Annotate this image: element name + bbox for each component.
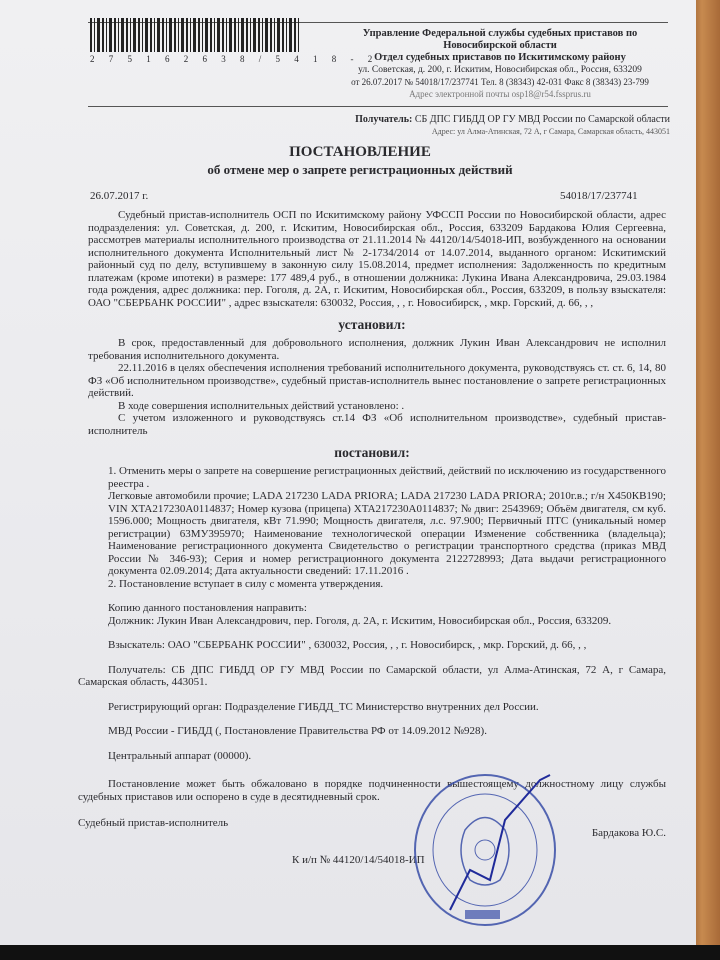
intro-paragraph [78,209,666,309]
established-section [78,337,666,437]
barcode [90,18,300,52]
official-stamp-icon [410,770,560,930]
established-paragraph: 22.11.2016 в целях обеспечения исполнения требований исполнительного документа, руководствуясь ст. ст. 6, 14, 80 ФЗ «Об исполнительном производстве», судебный пристав-исполнитель вынес постановление о запрете регистрационных действий. [88,362,666,399]
document-number: 54018/17/237741 [560,190,638,202]
vehicle-details: Легковые автомобили прочие; LADA 217230 LADA PRIORA; LADA 217230 LADA PRIORA; 2010г.в.; г/н Х450КВ190; VIN XTA217230A0114837; Номер кузова (прицепа) XTA217230A0114837; № двиг: 2543969; Объём двигателя, см куб. 1596.000; Мощность двигателя, кВт 71.990; Мощность двигателя, л.с. 97.900; Первичный ПТС (уникальный номер регистрации) 63МУ395970; Наименование технологической операции Изменение собственника (владельца); Наименование регистрационного документа Свидетельство о регистрации транспортного средства (приказ МВД России № 346-93); Серия и номер регистрационного документа 2122728993; Дата выдачи регистрационного документа 02.09.2014; Дата актуальности сведений: 17.11.2016 . [108,490,666,577]
org-line-2: Новосибирской области [443,40,557,51]
recipient-address: Адрес: ул Алма-Атинская, 72 А, г Самара, Самарская область, 443051 [431,127,670,136]
intro-text: Судебный пристав-исполнитель ОСП по Искитимскому району УФССП России по Новосибирской области, адрес подразделения: ул. Советская, д. 200, г. Искитим, Новосибирская обл., Россия, 633209 Бардакова Юлия Сергеевна, рассмотрев материалы исполнительного производства от 21.11.2014 № 44120/14/54018-ИП, возбужденного на основании исполнительного документа Исполнительный лист № 2-1734/2014 от 14.07.2014, выданного органом: Искитимский районный суд по делу, вступившему в законную силу 15.08.2014, предмет исполнения: Задолженность по кредитным платежам (кроме ипотеки) в размере: 177 489,4 руб., в отношении должника: Лукина Ивана Александровича, 29.03.1984 года рождения, адрес должника: пер. Гоголя, д. 2А, г. Искитим, Новосибирская обл., Россия, 633209, в пользу взыскателя: ОАО "СБЕРБАНК РОССИИ" , адрес взыскателя: 630032, Россия, , , г. Новосибирск, , мкр. Горский, д. 66, , , [88,209,666,309]
resolved-heading: постановил: [334,445,410,460]
department-address: ул. Советская, д. 200, г. Искитим, Новосибирская обл., Россия, 633209 [358,65,642,75]
copy-creditor: Взыскатель: ОАО "СБЕРБАНК РОССИИ" , 630032, Россия, , , г. Новосибирск, , мкр. Горский, д. 66, , , [108,639,587,651]
signer-name: Бардакова Ю.С. [591,827,666,839]
copy-debtor: Должник: Лукин Иван Александрович, пер. Гоголя, д. 2А, г. Искитим, Новосибирская обл., Россия, 633209. [108,614,612,627]
recipient-name: СБ ДПС ГИБДД ОР ГУ МВД России по Самарской области [414,114,670,125]
established-paragraph: С учетом изложенного и руководствуясь ст.14 ФЗ «Об исполнительном производстве», судебный пристав-исполнитель [88,412,666,437]
document-date: 26.07.2017 г. [90,190,149,202]
copy-recipient-block [78,664,666,689]
copy-registrar: Регистрирующий орган: Подразделение ГИБДД_ТС Министерство внутренних дел России. [108,700,539,713]
resolved-item: 1. Отменить меры о запрете на совершение регистрационных действий, действий по исключению из государственного реестра . [108,465,666,490]
dark-background [0,945,720,960]
registration-line: от 26.07.2017 № 54018/17/237741 Тел. 8 (38343) 42-031 Факс 8 (38343) 23-799 [351,77,649,87]
case-reference: К и/п № 44120/14/54018-ИП [292,853,425,866]
established-heading: установил: [338,317,406,332]
signature-row [78,817,666,840]
copy-central: Центральный аппарат (00000). [108,749,252,762]
document-title: ПОСТАНОВЛЕНИЕ [289,144,431,160]
document-subtitle: об отмене мер о запрете регистрационных действий [207,162,513,177]
recipient-block [330,114,670,138]
established-paragraph: В срок, предоставленный для добровольного исполнения, должник Лукин Иван Александрович не исполнил требования исполнительного документа. [88,337,666,362]
letterhead [330,28,670,100]
email-line: Адрес электронной почты osp18@r54.fssprus.ru [409,89,591,99]
resolved-item: 2. Постановление вступает в силу с момента утверждения. [108,577,384,590]
copy-recipient: Получатель: СБ ДПС ГИБДД ОР ГУ МВД России по Самарской области, ул Алма-Атинская, 72 А, г Самара, Самарская область, 443051. [78,663,666,688]
copy-heading: Копию данного постановления направить: [108,602,307,614]
resolved-section [78,465,666,590]
recipient-label: Получатель: [355,114,413,125]
barcode-number: 2 7 5 1 6 2 6 3 8 / 5 4 1 8 - 2 [90,54,379,64]
copy-mvd: МВД России - ГИБДД (, Постановление Правительства РФ от 14.09.2012 №928). [108,725,487,737]
signer-role: Судебный пристав-исполнитель [78,817,229,829]
appeal-text: Постановление может быть обжаловано в порядке подчиненности вышестоящему должностному лицу службы судебных приставов или оспорено в суде в десятидневный срок. [78,778,666,803]
established-paragraph: В ходе совершения исполнительных действий установлено: . [118,399,405,412]
department: Отдел судебных приставов по Искитимскому району [374,52,626,63]
appeal-block [78,778,666,803]
signature-icon [450,775,550,910]
stamp-box [465,910,500,919]
document-body [78,209,666,866]
org-line-1: Управление Федеральной службы судебных приставов по [362,28,638,39]
divider [88,106,668,107]
